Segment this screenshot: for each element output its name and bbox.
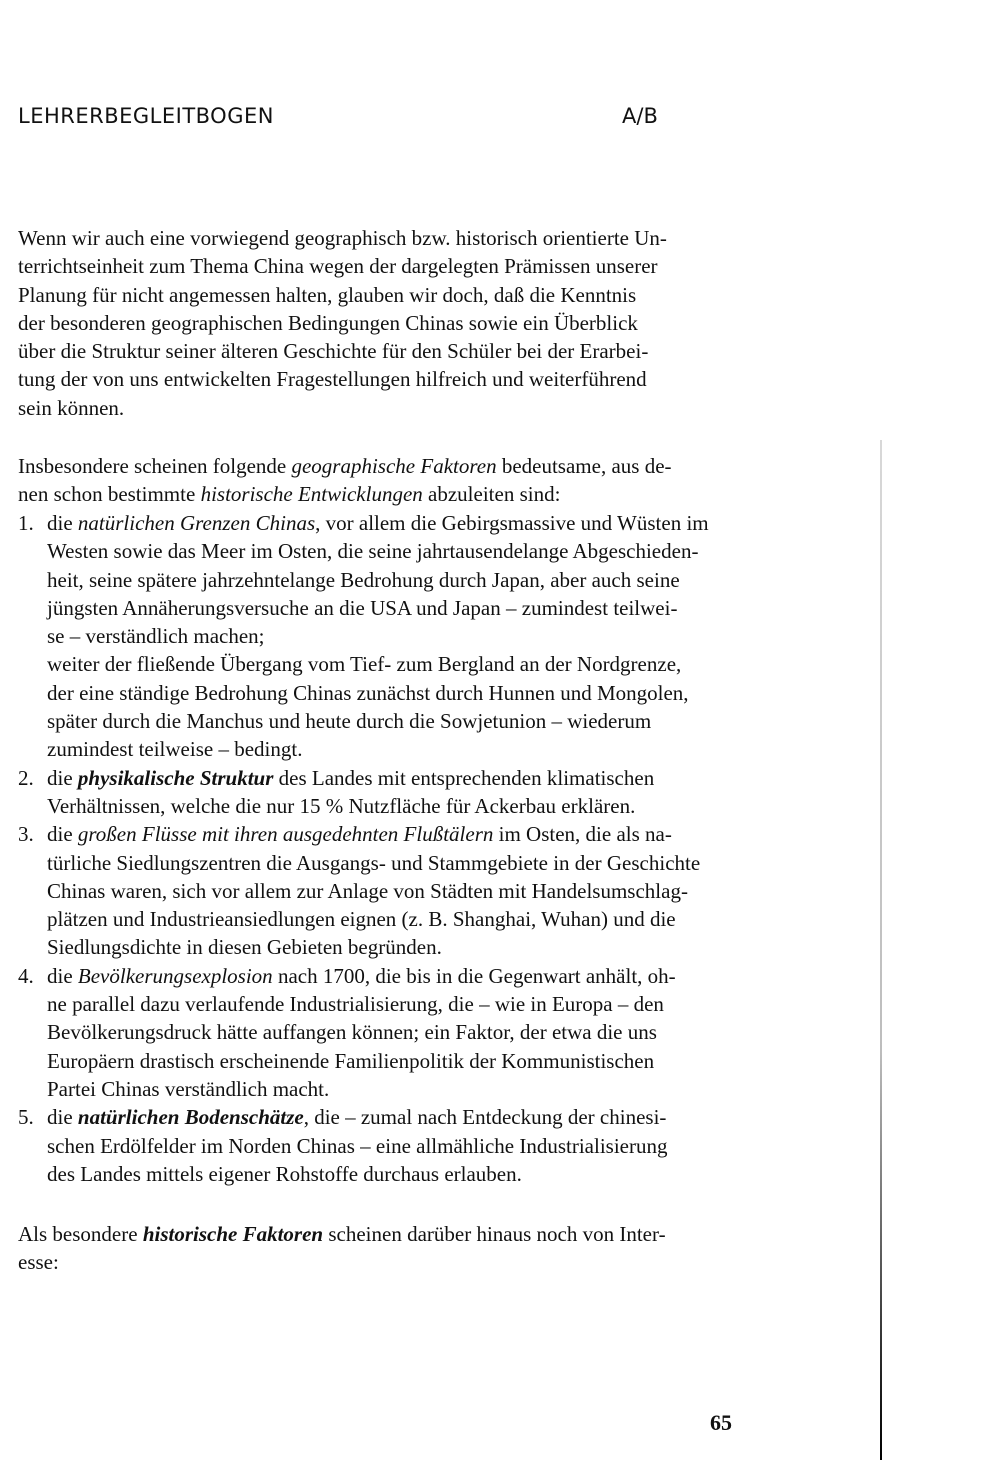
text-line — [18, 452, 763, 480]
text-line: der besonderen geographischen Bedingungen Chinas sowie ein Überblick — [18, 310, 638, 335]
text-run: die — [47, 765, 78, 790]
list-item — [18, 1103, 763, 1188]
page-header-title: LEHRERBEGLEITBOGEN — [18, 104, 274, 128]
text-line — [18, 480, 763, 508]
text-run: bedeutsame, aus de- — [496, 454, 672, 478]
text-line: der eine ständige Bedrohung Chinas zunächst durch Hunnen und Mongolen, — [47, 680, 689, 705]
list-item-number: 2. — [18, 765, 34, 790]
emphasis-geographische-faktoren: geographische Faktoren — [291, 454, 497, 478]
list-item-number: 5. — [18, 1105, 34, 1130]
text-line — [47, 764, 763, 792]
text-run: des Landes mit entsprechenden klimatischen — [273, 765, 655, 790]
list-item — [18, 820, 763, 961]
text-run: die — [47, 822, 78, 847]
text-line: tung der von uns entwickelten Fragestellungen hilfreich und weiterführend — [18, 367, 647, 392]
text-run: die — [47, 963, 78, 988]
emphasis-historische-faktoren: historische Faktoren — [142, 1222, 324, 1246]
list-item-keyword: Bevölkerungsexplosion — [77, 963, 273, 988]
list-item — [18, 509, 763, 764]
text-run: die — [47, 511, 78, 535]
text-line — [18, 1220, 763, 1248]
text-line: sein können. — [18, 395, 125, 420]
text-line: heit, seine spätere jahrzehntelange Bedrohung durch Japan, aber auch seine — [47, 567, 680, 592]
text-run: die — [47, 1105, 78, 1130]
text-line — [47, 1103, 763, 1131]
list-item-keyword: natürlichen Bodenschätze — [77, 1105, 304, 1130]
factors-intro-paragraph — [18, 452, 763, 509]
text-run: nach 1700, die bis in die Gegenwart anhält, oh- — [272, 963, 676, 988]
text-line: Wenn wir auch eine vorwiegend geographisch bzw. historisch orientierte Un- — [18, 226, 667, 250]
text-run: nen schon bestimmte — [18, 482, 201, 507]
text-line: weiter der fließende Übergang vom Tief- zum Bergland an der Nordgrenze, — [47, 652, 682, 677]
intro-paragraph — [18, 224, 763, 422]
text-line: Planung für nicht angemessen halten, glauben wir doch, daß die Kenntnis — [18, 282, 637, 307]
text-line: schen Erdölfelder im Norden Chinas – eine allmähliche Industrialisierung — [47, 1133, 668, 1158]
list-item — [18, 962, 763, 1103]
text-line: Siedlungsdichte in diesen Gebieten begründen. — [47, 935, 442, 960]
list-item-keyword: natürlichen Grenzen Chinas — [77, 511, 316, 535]
text-line: des Landes mittels eigener Rohstoffe durchaus erlauben. — [47, 1161, 522, 1186]
text-run: scheinen darüber hinaus noch von Inter- — [323, 1222, 666, 1246]
factor-list — [18, 509, 763, 1188]
text-line: Verhältnissen, welche die nur 15 % Nutzfläche für Ackerbau erklären. — [47, 793, 636, 818]
text-line: se – verständlich machen; — [47, 624, 265, 649]
list-item-number: 3. — [18, 822, 34, 847]
text-line: Chinas waren, sich vor allem zur Anlage von Städten mit Handelsumschlag- — [47, 878, 688, 903]
text-line: Westen sowie das Meer im Osten, die seine jahrtausendelange Abgeschieden- — [47, 539, 699, 564]
page-header-code: A/B — [622, 104, 658, 128]
emphasis-historische-entwicklungen: historische Entwicklungen — [200, 482, 423, 507]
text-run: , vor allem die Gebirgsmassive und Wüsten im — [315, 511, 709, 535]
text-line — [47, 820, 763, 848]
list-item-keyword: großen Flüsse mit ihren ausgedehnten Flußtälern — [77, 822, 494, 847]
text-line: über die Struktur seiner älteren Geschichte für den Schüler bei der Erarbei- — [18, 339, 649, 364]
text-line: Bevölkerungsdruck hätte auffangen können; ein Faktor, der etwa die uns — [47, 1020, 657, 1045]
list-item-keyword: physikalische Struktur — [77, 765, 274, 790]
text-line: ne parallel dazu verlaufende Industrialisierung, die – wie in Europa – den — [47, 992, 664, 1017]
text-run: im Osten, die als na- — [493, 822, 672, 847]
page-number: 65 — [710, 1410, 732, 1435]
text-run: Als besondere — [18, 1222, 143, 1246]
text-line: plätzen und Industrieansiedlungen eignen (z. B. Shanghai, Wuhan) und die — [47, 907, 676, 932]
text-line: esse: — [18, 1250, 59, 1275]
text-line: jüngsten Annäherungsversuche an die USA und Japan – zumindest teilwei- — [47, 595, 678, 620]
scan-edge-line — [880, 440, 882, 1460]
text-run: Insbesondere scheinen folgende — [18, 454, 292, 478]
text-line: terrichtseinheit zum Thema China wegen der dargelegten Prämissen unserer — [18, 254, 658, 279]
text-run: , die – zumal nach Entdeckung der chinesi- — [303, 1105, 667, 1130]
text-line: später durch die Manchus und heute durch die Sowjetunion – wiederum — [47, 709, 652, 734]
text-line: türliche Siedlungszentren die Ausgangs- und Stammgebiete in der Geschichte — [47, 850, 701, 875]
text-line: Partei Chinas verständlich macht. — [47, 1076, 330, 1101]
text-run: abzuleiten sind: — [422, 482, 561, 507]
list-item-number: 1. — [18, 511, 34, 535]
list-item-number: 4. — [18, 963, 34, 988]
historic-factors-paragraph — [18, 1220, 763, 1277]
text-line — [47, 962, 763, 990]
text-line: zumindest teilweise – bedingt. — [47, 737, 303, 762]
text-line — [47, 509, 763, 537]
text-line: Europäern drastisch erscheinende Familienpolitik der Kommunistischen — [47, 1048, 655, 1073]
list-item — [18, 764, 763, 821]
